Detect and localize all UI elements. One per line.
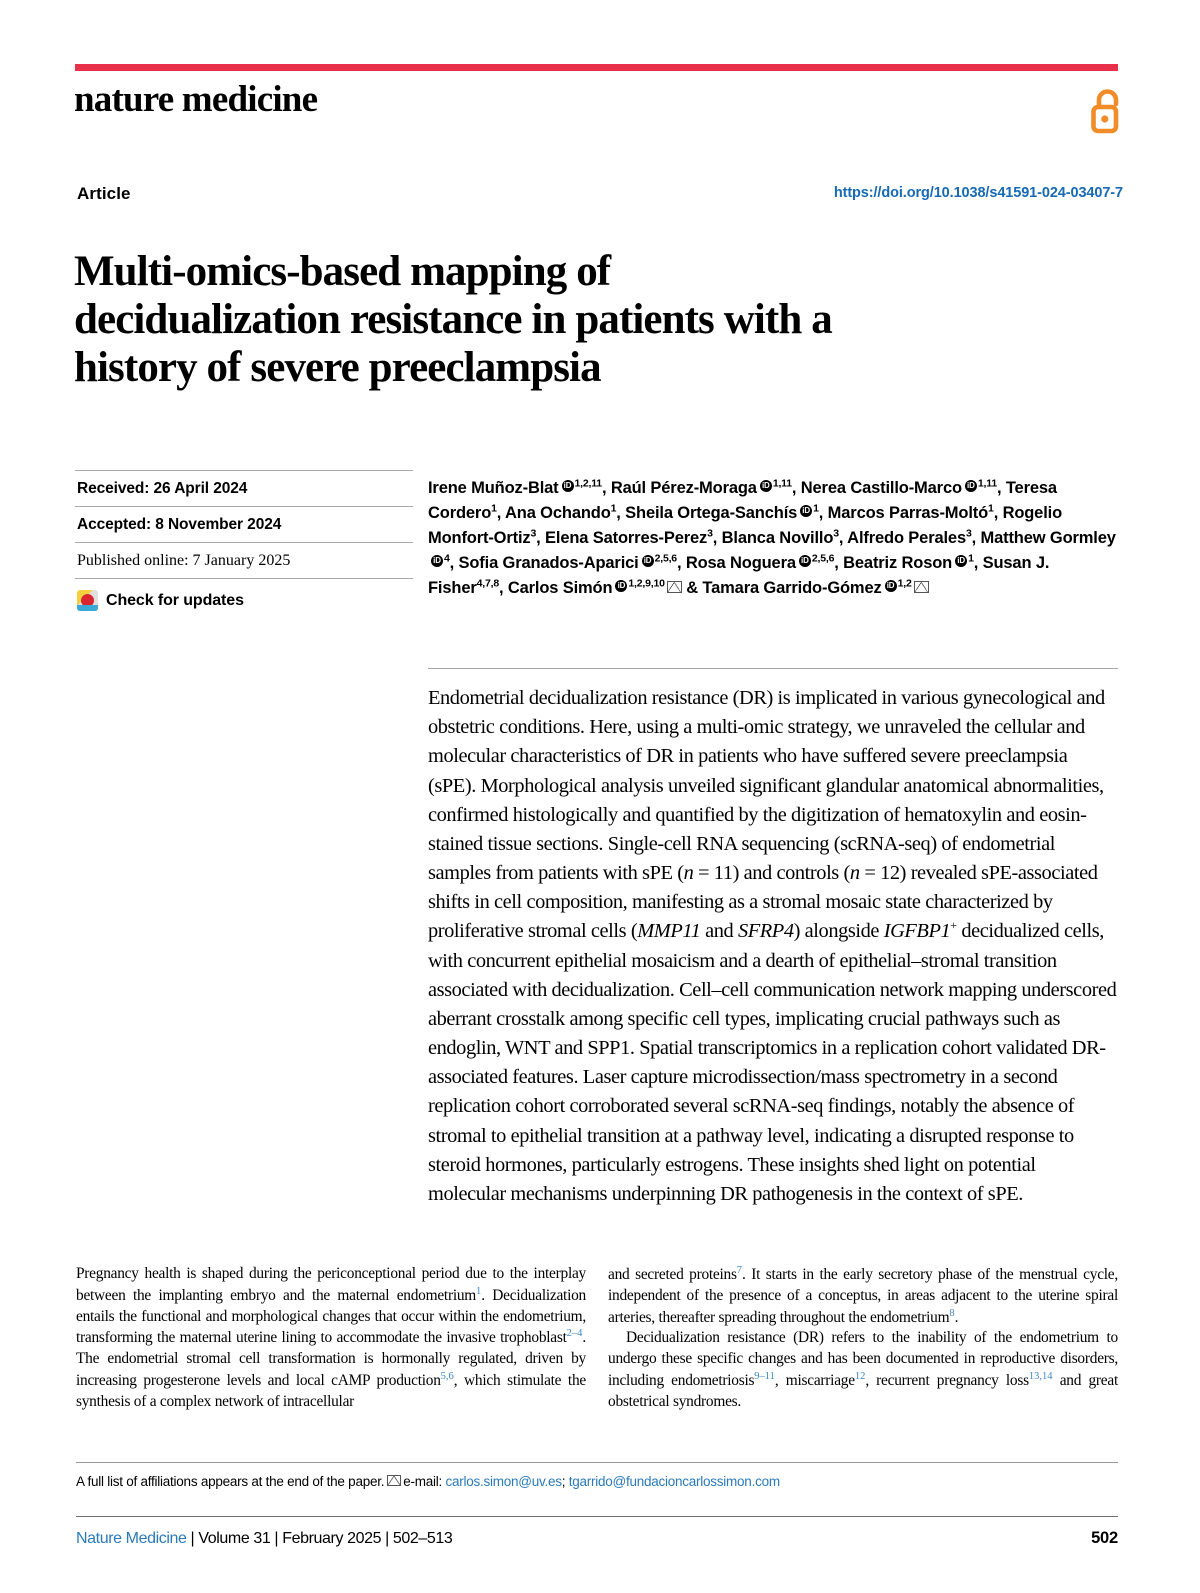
body-column-left	[76, 1264, 586, 1412]
corresponding-email-1[interactable]: carlos.simon@uv.es	[445, 1474, 562, 1489]
email-separator: ;	[561, 1474, 569, 1489]
publication-dates	[75, 470, 413, 619]
author-affiliation-sup: 1	[813, 502, 819, 515]
author-affiliation-sup: 2,5,6	[654, 552, 677, 565]
author-name[interactable]: Rosa Noguera	[685, 554, 796, 573]
author-name[interactable]: & Tamara Garrido-Gómez	[686, 579, 882, 598]
author-name[interactable]: Blanca Novillo	[721, 529, 834, 548]
email-label: e-mail:	[403, 1474, 442, 1489]
corresponding-author-envelope-icon[interactable]	[667, 581, 682, 593]
abstract-mid-2: ) alongside	[793, 920, 884, 943]
gene-superscript: +	[950, 918, 957, 933]
body-text: , recurrent pregnancy loss	[865, 1371, 1029, 1389]
author-name[interactable]: Carlos Simón	[507, 579, 613, 598]
orcid-icon[interactable]	[799, 555, 811, 567]
doi-link[interactable]: https://doi.org/10.1038/s41591-024-03407-7	[833, 185, 1123, 201]
author-affiliation-sup: 2,5,6	[811, 552, 835, 565]
body-text: . Decidualization entails the functional and morphological changes that occur within the endometrium, transforming the maternal uterine lining to accommodate the invasive trophoblast	[76, 1286, 586, 1347]
author-affiliation-sup: 1,2,11	[574, 477, 602, 490]
reference-marker[interactable]: 13,14	[1028, 1370, 1053, 1382]
author-name[interactable]: Raúl Pérez-Moraga	[610, 479, 757, 497]
open-access-lock-icon	[1090, 88, 1124, 134]
orcid-icon[interactable]	[562, 480, 574, 492]
orcid-icon[interactable]	[615, 580, 627, 592]
body-paragraph	[608, 1264, 1118, 1328]
page-number: 502	[1091, 1529, 1118, 1547]
orcid-icon[interactable]	[760, 480, 772, 492]
author-name[interactable]: Elena Satorres-Perez	[545, 529, 708, 548]
body-paragraph	[608, 1328, 1118, 1412]
title-line-3: history of severe preeclampsia	[74, 344, 601, 392]
author-affiliation-sup: 3	[833, 527, 839, 540]
body-text: , miscarriage	[774, 1371, 855, 1389]
reference-marker[interactable]: 1	[476, 1285, 482, 1297]
body-text: . It starts in the early secretory phase of the menstrual cycle, independent of the presence of a conceptus, in areas adjacent to the uterine spiral arteries, thereafter spreading throughout the endometrium	[608, 1266, 1118, 1326]
orcid-icon[interactable]	[800, 505, 812, 517]
author-name[interactable]: Beatriz Roson	[843, 554, 953, 573]
body-text: and great obstetrical syndromes.	[608, 1371, 1118, 1410]
author-affiliation-sup: 4,7,8	[476, 577, 499, 590]
body-text: . The endometrial stromal cell transformation is hormonally regulated, driven by increasing progesterone levels and local cAMP production	[76, 1329, 586, 1389]
accepted-date: Accepted: 8 November 2024	[75, 506, 413, 542]
gene-name: IGFBP1	[883, 920, 951, 943]
body-text: Decidualization resistance (DR) refers to the inability of the endometrium to undergo these specific changes and has been documented in reproductive disorders, including endometriosis	[608, 1329, 1118, 1389]
author-affiliation-sup: 3	[707, 527, 713, 540]
author-list: Irene Muñoz-Blat iD $^{1,2,11}$, Raúl Pérez-Moraga iD $^{1,11}$, Nerea Castillo-Marco iD $^{1,11}$, Teresa Cordero$^1$, Ana Ochando$^1$, Sheila Ortega-Sanchís iD $^1$, Marcos Parras-Moltó$^1$, Rogelio Monfort-Ortiz$^3$, Elena Satorres-Perez$^3$, Blanca Novillo$^3$, Alfredo Perales$^3$, Matthew GormleyiD$^4$, Sofia Granados-Aparici iD $^{2,5,6}$, Rosa NogueraiD $^{2,5,6}$, Beatriz Roson iD $^1$, Susan J. Fisher$^{4,7,8}$, Carlos Simón iD $^{1,2,9,10}$ & Tamara Garrido-Gómez iD $^{1,2}$	[428, 476, 1118, 601]
check-for-updates-button[interactable]	[75, 578, 413, 619]
body-text: and secreted proteins	[608, 1266, 737, 1284]
abstract-mid-1: and	[700, 920, 738, 943]
abstract-n2-rest: = 12) revealed sPE-associated shifts in cell composition, manifesting as a stromal mosaic state characterized by proliferative stromal cells (	[428, 862, 1098, 943]
author-affiliation-sup: 4	[444, 552, 450, 565]
received-date: Received: 26 April 2024	[75, 470, 413, 506]
title-line-1: Multi-omics-based mapping of	[74, 247, 611, 295]
masthead-red-rule	[75, 64, 1118, 71]
page-footer	[76, 1516, 1118, 1548]
reference-marker[interactable]: 9–11	[754, 1370, 775, 1382]
author-name[interactable]: Teresa Cordero	[428, 479, 1057, 523]
author-name[interactable]: Rogelio Monfort-Ortiz	[428, 504, 1063, 548]
author-name[interactable]: Sofia Granados-Aparici	[458, 554, 639, 573]
corresponding-author-envelope-icon[interactable]	[914, 581, 929, 593]
reference-marker[interactable]: 2–4	[566, 1328, 583, 1340]
abstract-part-1: Endometrial decidualization resistance (DR) is implicated in various gynecological and obstetric conditions. Here, using a multi-omic strategy, we unraveled the cellular and molecular characteristics of DR in patients who have suffered severe preeclampsia (sPE). Morphological analysis unveiled significant glandular anatomical abnormalities, confirmed histologically and quantified by the digitization of hematoxylin and eosin-stained tissue sections. Single-cell RNA sequencing (scRNA-seq) of endometrial samples from patients with sPE (	[428, 687, 1105, 885]
author-name[interactable]: Matthew Gormley	[980, 529, 1116, 548]
author-affiliation-sup: 3	[965, 527, 972, 540]
author-affiliation-sup: 1	[610, 502, 617, 515]
orcid-icon[interactable]	[885, 580, 897, 592]
reference-marker[interactable]: 8	[949, 1307, 955, 1319]
author-affiliation-sup: 3	[530, 527, 537, 540]
reference-marker[interactable]: 7	[736, 1265, 742, 1276]
author-affiliation-sup: 1,11	[977, 477, 997, 490]
author-affiliation-sup: 1,11	[772, 477, 792, 490]
author-name[interactable]: Susan J. Fisher	[428, 554, 1050, 598]
affiliation-footnote	[76, 1462, 1118, 1489]
gene-name: MMP11	[637, 920, 701, 943]
published-date: Published online: 7 January 2025	[75, 542, 413, 578]
footer-citation-detail: | Volume 31 | February 2025 | 502–513	[186, 1530, 453, 1547]
author-affiliation-sup: 1	[988, 502, 994, 515]
body-paragraph	[76, 1264, 586, 1412]
abstract-part-2: decidualized cells, with concurrent epithelial mosaicism and a dearth of epithelial–stromal transition associated with decidualization. Cell–cell communication network mapping underscored aberrant crosstalk among specific cell types, implicating crucial pathways such as endoglin, WNT and SPP1. Spatial transcriptomics in a replication cohort validated DR-associated features. Laser capture microdissection/mass spectrometry in a second replication cohort corroborated several scRNA-seq findings, notably the absence of stromal to epithelial transition at a pathway level, indicating a disrupted response to steroid hormones, particularly estrogens. These insights shed light on potential molecular mechanisms underpinning DR pathogenesis in the context of sPE.	[428, 920, 1117, 1205]
author-affiliation-sup: 1	[491, 502, 497, 515]
abstract-n-italic: n	[683, 862, 694, 885]
orcid-icon[interactable]	[955, 555, 967, 567]
author-name[interactable]: Alfredo Perales	[847, 529, 966, 548]
gene-name: SFRP4	[737, 920, 794, 943]
orcid-icon[interactable]	[642, 555, 654, 567]
reference-marker[interactable]: 12	[854, 1370, 866, 1382]
corresponding-email-2[interactable]: tgarrido@fundacioncarlossimon.com	[568, 1474, 780, 1489]
orcid-icon[interactable]	[965, 480, 977, 492]
article-type-label: Article	[77, 184, 131, 203]
orcid-icon[interactable]	[431, 555, 443, 567]
author-name[interactable]: Irene Muñoz-Blat	[428, 479, 559, 497]
author-affiliation-sup: 1,2,9,10	[628, 577, 665, 590]
email-envelope-icon	[387, 1475, 401, 1486]
author-affiliation-sup: 1	[968, 552, 974, 565]
journal-logo: nature medicine	[74, 79, 318, 120]
page-title	[74, 248, 1094, 392]
body-text: .	[954, 1308, 959, 1326]
body-text: Pregnancy health is shaped during the periconceptional period due to the interplay between the implanting embryo and the maternal endometrium	[76, 1265, 586, 1304]
affiliation-note-text: A full list of affiliations appears at the end of the paper.	[76, 1474, 385, 1489]
crossmark-icon	[77, 590, 98, 611]
reference-marker[interactable]: 5,6	[440, 1370, 454, 1382]
body-column-right	[608, 1264, 1118, 1412]
body-text: , which stimulate the synthesis of a complex network of intracellular	[76, 1371, 586, 1410]
title-line-2: decidualization resistance in patients with a	[74, 295, 832, 343]
abstract-n-italic: n	[849, 862, 860, 885]
footer-journal-name[interactable]: Nature Medicine	[76, 1530, 187, 1547]
journal-citation	[76, 1530, 452, 1548]
abstract	[428, 668, 1118, 1209]
check-for-updates-label: Check for updates	[106, 591, 244, 609]
author-name[interactable]: Ana Ochando	[505, 504, 611, 523]
author-name[interactable]: Marcos Parras-Moltó	[827, 504, 989, 523]
abstract-n1-rest: = 11) and controls (	[693, 862, 850, 885]
author-name[interactable]: Sheila Ortega-Sanchís	[625, 504, 798, 523]
author-affiliation-sup: 1,2	[897, 577, 912, 590]
author-name[interactable]: Nerea Castillo-Marco	[800, 479, 962, 497]
